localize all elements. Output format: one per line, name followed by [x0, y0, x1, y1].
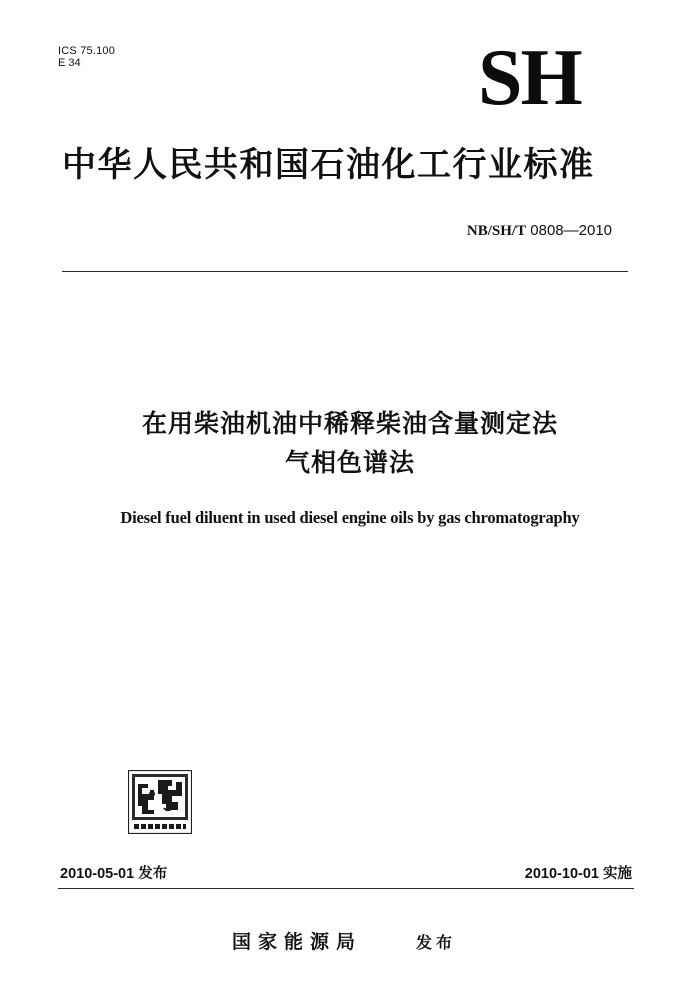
header-divider — [62, 271, 628, 272]
implementation-date: 2010-10-01 实施 — [524, 866, 632, 882]
standard-number-code: 0808—2010 — [526, 222, 612, 239]
title-chinese-line-1: 在用柴油机油中稀释柴油含量测定法 — [141, 409, 558, 438]
standard-number-prefix: NB/SH/T — [466, 223, 527, 239]
standard-category-title: 中华人民共和国石油化工行业标准 — [62, 145, 595, 185]
issuing-authority: 国家能源局 — [232, 931, 363, 953]
footer-divider — [58, 888, 634, 889]
classification-code: E 34 — [58, 57, 81, 69]
sh-logo: SH — [478, 34, 581, 122]
title-english: Diesel fuel diluent in used diesel engine oils by gas chromatography — [120, 508, 580, 527]
title-chinese-line-2: 气相色谱法 — [284, 448, 415, 477]
issue-label: 发布 — [416, 933, 457, 952]
standard-number — [400, 222, 612, 240]
barcode-seal-graphic — [128, 770, 192, 834]
issue-date: 2010-05-01 发布 — [60, 866, 168, 882]
ics-code: ICS 75.100 — [58, 45, 116, 57]
barcode-seal-icon — [128, 770, 192, 834]
